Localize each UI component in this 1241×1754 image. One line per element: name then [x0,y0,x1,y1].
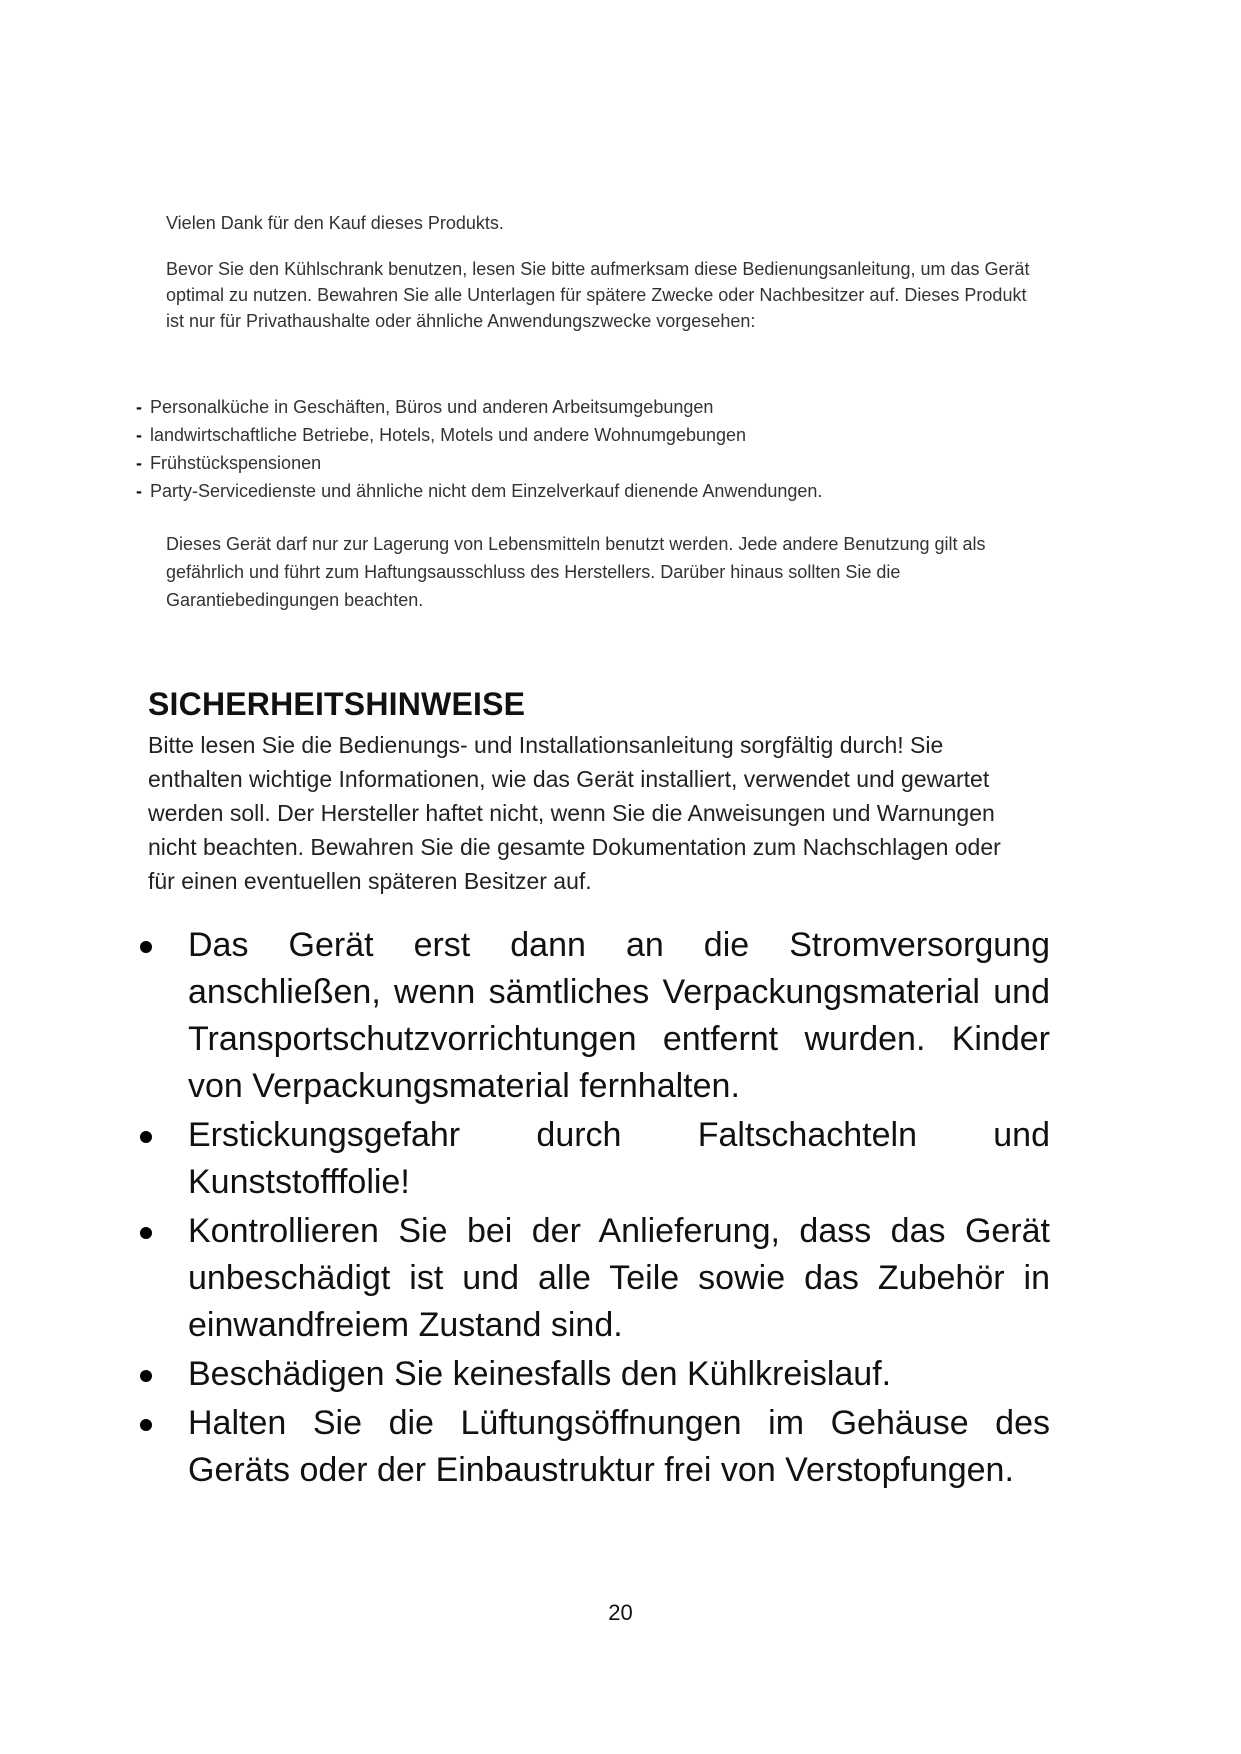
dash-bullet: - [136,453,142,473]
intro-paragraph: Bevor Sie den Kühlschrank benutzen, lesen Sie bitte aufmerksam diese Bedienungsanleitung, um das Gerät optimal zu nutzen. Bewahren Sie alle Unterlagen für spätere Zwecke oder Nachbesitzer auf. Dieses Produkt ist nur für Privathaushalte oder ähnliche Anwendungszwecke vorgesehen: [166,259,1030,331]
list-item: - landwirtschaftliche Betriebe, Hotels, Motels und andere Wohnumgebungen [136,421,1036,449]
list-item: - Party-Servicedienste und ähnliche nicht dem Einzelverkauf dienende Anwendungen. [136,477,1036,505]
dash-bullet: - [136,397,142,417]
list-item: Halten Sie die Lüftungsöffnungen im Gehäuse des Geräts oder der Einbaustruktur frei von Verstopfungen. [130,1400,1050,1494]
bullet-icon [140,941,152,953]
dash-bullet: - [136,481,142,501]
list-item: Kontrollieren Sie bei der Anlieferung, dass das Gerät unbeschädigt ist und alle Teile sowie das Zubehör in einwandfreiem Zustand sind. [130,1208,1050,1349]
bullet-icon [140,1227,152,1239]
safety-bullet-list [130,922,1050,1496]
bullet-icon [140,1370,152,1382]
thanks-text: Vielen Dank für den Kauf dieses Produkts. [166,213,504,233]
usage-list [136,393,1036,505]
dash-bullet: - [136,425,142,445]
bullet-icon [140,1419,152,1431]
intro-section [166,210,1046,334]
list-item: - Frühstückspensionen [136,449,1036,477]
list-item: Beschädigen Sie keinesfalls den Kühlkreislauf. [130,1351,1050,1398]
list-item: - Personalküche in Geschäften, Büros und anderen Arbeitsumgebungen [136,393,1036,421]
safety-intro-paragraph: Bitte lesen Sie die Bedienungs- und Installationsanleitung sorgfältig durch! Sie enthalten wichtige Informationen, wie das Gerät installiert, verwendet und gewartet werden soll. Der Hersteller haftet nicht, wenn Sie die Anweisungen und Warnungen nicht beachten. Bewahren Sie die gesamte Dokumentation zum Nachschlagen oder für einen eventuellen späteren Besitzer auf. [148,732,1001,894]
bullet-icon [140,1131,152,1143]
page-number: 20 [608,1600,633,1625]
restriction-paragraph: Dieses Gerät darf nur zur Lagerung von Lebensmitteln benutzt werden. Jede andere Benutzung gilt als gefährlich und führt zum Haftungsausschluss des Herstellers. Darüber hinaus sollten Sie die Garantiebedingungen beachten. [166,534,986,610]
list-item: Das Gerät erst dann an die Stromversorgung anschließen, wenn sämtliches Verpackungsmaterial und Transportschutzvorrichtungen entfernt wurden. Kinder von Verpackungsmaterial fernhalten. [130,922,1050,1110]
safety-heading: SICHERHEITSHINWEISE [148,686,526,722]
list-item: Erstickungsgefahr durch Faltschachteln und Kunststofffolie! [130,1112,1050,1206]
